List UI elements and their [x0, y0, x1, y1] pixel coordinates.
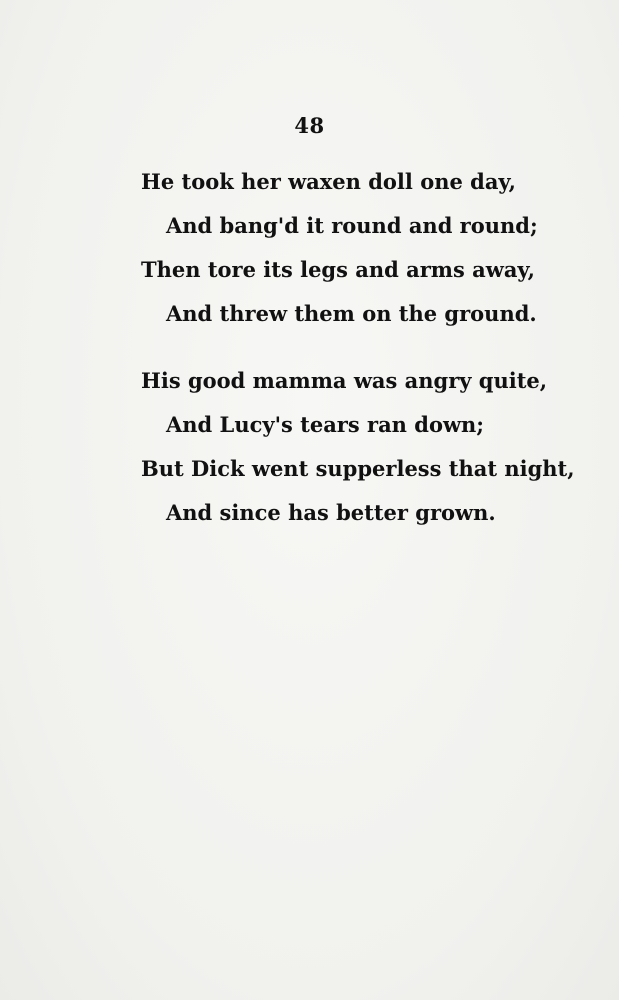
poem-line: He took her waxen doll one day, — [141, 169, 516, 194]
poem-line: And bang'd it round and round; — [166, 213, 538, 238]
poem-line: Then tore its legs and arms away, — [141, 257, 535, 282]
poem-line: And since has better grown. — [166, 500, 496, 525]
poem-line: But Dick went supperless that night, — [141, 456, 575, 481]
page-number: 48 — [294, 113, 325, 138]
poem-line: And threw them on the ground. — [166, 301, 537, 326]
poem-line: And Lucy's tears ran down; — [166, 412, 485, 437]
poem-line: His good mamma was angry quite, — [141, 368, 548, 393]
